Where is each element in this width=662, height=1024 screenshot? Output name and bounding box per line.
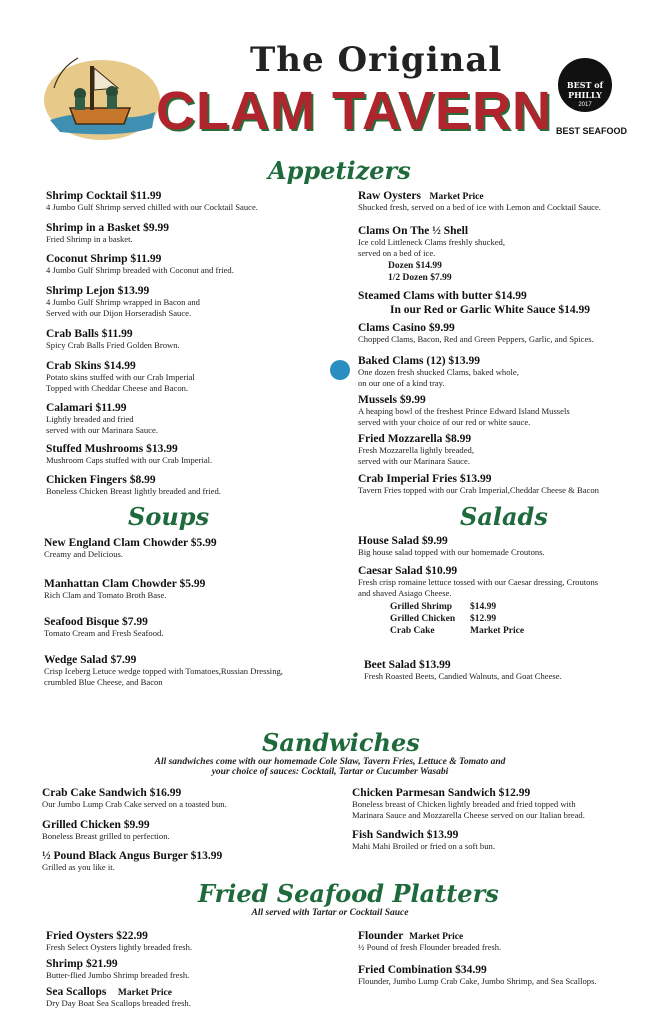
menu-item xyxy=(46,222,169,245)
menu-item xyxy=(46,360,195,394)
fried-oysters-item xyxy=(46,930,192,953)
item-name: Coconut Shrimp $11.99 xyxy=(46,253,162,265)
item-desc: Spicy Crab Balls Fried Golden Brown. xyxy=(46,340,180,350)
raw-oysters-item xyxy=(358,190,601,213)
item-desc: Fried Shrimp in a basket. xyxy=(46,234,133,244)
menu-item xyxy=(46,190,258,213)
baked-clams-item xyxy=(358,355,519,389)
item-desc: Tavern Fries topped with our Crab Imperial,Cheddar Cheese & Bacon xyxy=(358,485,599,495)
item-name: Caesar Salad $10.99 xyxy=(358,565,458,577)
clams-half-shell-item xyxy=(358,225,505,283)
menu-item xyxy=(46,285,200,319)
soups-title: Soups xyxy=(128,502,210,531)
addon-label: Grilled Chicken xyxy=(390,614,456,624)
addon-price: Market Price xyxy=(470,626,525,636)
item-price: Market Price xyxy=(429,192,484,202)
item-name: Shrimp in a Basket $9.99 xyxy=(46,222,170,234)
item-name: Fried Mozzarella $8.99 xyxy=(358,433,472,445)
menu-item xyxy=(44,654,283,688)
menu-item xyxy=(352,829,495,852)
item-desc: One dozen fresh shucked Clams, baked whole, on our one of a kind tray. xyxy=(358,367,519,388)
beet-salad-item xyxy=(364,659,562,682)
menu-item xyxy=(46,328,180,351)
item-desc: 4 Jumbo Gulf Shrimp breaded with Coconut and fried. xyxy=(46,265,234,275)
item-name: Fried Oysters $22.99 xyxy=(46,930,148,942)
item-name: Raw Oysters xyxy=(358,190,421,202)
item-desc: Butter-flied Jumbo Shrimp breaded fresh. xyxy=(46,970,190,980)
item-desc: Dry Day Boat Sea Scallops breaded fresh. xyxy=(46,998,191,1008)
badge-caption: BEST SEAFOOD xyxy=(556,126,628,136)
sandwiches-title: Sandwiches xyxy=(262,728,420,757)
item-desc: Mushroom Caps stuffed with our Crab Imperial. xyxy=(46,455,213,465)
item-desc: Rich Clam and Tomato Broth Base. xyxy=(44,590,167,600)
sandwiches-subtitle-line2: your choice of sauces: Cocktail, Tartar or Cucumber Wasabi xyxy=(211,767,449,777)
dozen-price: Dozen $14.99 xyxy=(388,261,442,271)
platters-subtitle: All served with Tartar or Cocktail Sauce xyxy=(251,908,409,918)
item-desc: Ice cold Littleneck Clams freshly shucked, served on a bed of ice. xyxy=(358,237,506,258)
item-name: Crab Skins $14.99 xyxy=(46,360,136,372)
item-name: Baked Clams (12) $13.99 xyxy=(358,355,481,367)
salad-addon xyxy=(390,602,598,612)
item-name: New England Clam Chowder $5.99 xyxy=(44,537,217,549)
sandwiches-subtitle-line1: All sandwiches come with our homemade Cole Slaw, Tavern Fries, Lettuce & Tomato and xyxy=(154,757,506,767)
menu-item xyxy=(352,787,585,821)
platters-title: Fried Seafood Platters xyxy=(198,879,499,908)
salads-title: Salads xyxy=(460,502,548,531)
salad-addon xyxy=(390,614,598,624)
item-desc: Our Jumbo Lump Crab Cake served on a toasted bun. xyxy=(42,799,227,809)
fried-combination-item xyxy=(358,964,597,987)
house-salad-item xyxy=(358,535,545,558)
menu-item xyxy=(46,443,212,466)
caesar-addons xyxy=(390,602,598,636)
menu-item xyxy=(46,474,221,497)
sandwiches-subtitle xyxy=(100,757,560,777)
menu-item xyxy=(44,578,205,601)
item-desc: Creamy and Delicious. xyxy=(44,549,123,559)
badge-line2: 2017 xyxy=(578,102,592,108)
item-name: Shrimp Lejon $13.99 xyxy=(46,285,150,297)
item-name: Crab Balls $11.99 xyxy=(46,328,133,340)
appetizers-title: Appetizers xyxy=(268,156,411,185)
item-price: Market Price xyxy=(117,988,172,998)
item-name: Crab Cake Sandwich $16.99 xyxy=(42,787,182,799)
crab-fries-item xyxy=(358,473,599,496)
item-desc: Lightly breaded and fried served with our Marinara Sauce. xyxy=(46,414,158,435)
item-desc: Grilled as you like it. xyxy=(42,862,115,872)
badge-line1: BEST of PHILLY xyxy=(566,80,604,100)
item-name: Clams Casino $9.99 xyxy=(358,322,455,334)
item-name: Sea Scallops xyxy=(46,986,107,998)
fried-mozzarella-item xyxy=(358,433,474,467)
item-desc: Boneless Breast grilled to perfection. xyxy=(42,831,170,841)
item-price: Market Price xyxy=(409,932,464,942)
item-name-line2: In our Red or Garlic White Sauce $14.99 xyxy=(390,304,590,316)
best-of-philly-badge xyxy=(558,58,612,112)
menu-item xyxy=(44,616,163,639)
item-name: Fried Combination $34.99 xyxy=(358,964,487,976)
item-name: ½ Pound Black Angus Burger $13.99 xyxy=(42,850,223,862)
fishermen-illustration xyxy=(40,28,160,148)
menu-item xyxy=(42,787,227,810)
item-desc: Mahi Mahi Broiled or fried on a soft bun. xyxy=(352,841,495,851)
item-name: Grilled Chicken $9.99 xyxy=(42,819,150,831)
caesar-salad-item xyxy=(358,565,598,636)
logo-title-line1: The Original xyxy=(250,40,503,80)
item-name: Chicken Parmesan Sandwich $12.99 xyxy=(352,787,531,799)
shrimp-platter-item xyxy=(46,958,189,981)
menu-item xyxy=(46,253,234,276)
item-desc: Crisp Iceberg Letuce wedge topped with Tomatoes,Russian Dressing, crumbled Blue Cheese, and Bacon xyxy=(44,666,283,687)
item-desc: Boneless breast of Chicken lightly breaded and fried topped with Marinara Sauce and Mozzarella Cheese served on our Italian bread. xyxy=(352,799,585,820)
menu-item xyxy=(42,850,222,873)
item-name: Beet Salad $13.99 xyxy=(364,659,451,671)
item-name: Crab Imperial Fries $13.99 xyxy=(358,473,492,485)
best-of-philly-icon xyxy=(330,360,350,380)
addon-label: Grilled Shrimp xyxy=(390,602,453,612)
addon-price: $12.99 xyxy=(470,614,497,624)
item-name: Clams On The ½ Shell xyxy=(358,225,469,237)
item-name: Wedge Salad $7.99 xyxy=(44,654,137,666)
item-desc: Tomato Cream and Fresh Seafood. xyxy=(44,628,164,638)
sea-scallops-item xyxy=(46,986,191,1009)
item-name: Steamed Clams with butter $14.99 xyxy=(358,290,527,302)
half-dozen-price: 1/2 Dozen $7.99 xyxy=(388,273,452,283)
item-desc: Chopped Clams, Bacon, Red and Green Peppers, Garlic, and Spices. xyxy=(358,334,594,344)
logo-title-line2: CLAM TAVERN xyxy=(156,81,552,141)
item-desc: A heaping bowl of the freshest Prince Edward Island Mussels served with your choice of our red or white sauce. xyxy=(358,406,570,427)
item-name: Chicken Fingers $8.99 xyxy=(46,474,156,486)
clams-casino-item xyxy=(358,322,594,345)
item-name: Manhattan Clam Chowder $5.99 xyxy=(44,578,206,590)
item-desc: Fresh Roasted Beets, Candied Walnuts, and Goat Cheese. xyxy=(364,671,562,681)
item-name: Flounder xyxy=(358,930,404,942)
menu-item xyxy=(44,537,217,560)
item-desc: Boneless Chicken Breast lightly breaded and fried. xyxy=(46,486,221,496)
item-name: Calamari $11.99 xyxy=(46,402,127,414)
item-desc: Big house salad topped with our homemade Croutons. xyxy=(358,547,545,557)
item-desc: Fresh crisp romaine lettuce tossed with our Caesar dressing, Croutons and shaved Asiago Cheese. xyxy=(358,577,599,598)
item-name: Shrimp Cocktail $11.99 xyxy=(46,190,162,202)
item-name: Fish Sandwich $13.99 xyxy=(352,829,459,841)
mussels-item xyxy=(358,394,570,428)
item-name: Mussels $9.99 xyxy=(358,394,426,406)
flounder-item xyxy=(358,930,501,953)
item-desc: ½ Pound of fresh Flounder breaded fresh. xyxy=(358,942,502,952)
item-desc: 4 Jumbo Gulf Shrimp wrapped in Bacon and Served with our Dijon Horseradish Sauce. xyxy=(46,297,200,318)
item-name: House Salad $9.99 xyxy=(358,535,448,547)
addon-price: $14.99 xyxy=(470,602,497,612)
item-desc: Fresh Mozzarella lightly breaded, served with our Marinara Sauce. xyxy=(358,445,474,466)
item-name: Shrimp $21.99 xyxy=(46,958,118,970)
menu-item xyxy=(46,402,158,436)
item-desc: Shucked fresh, served on a bed of ice with Lemon and Cocktail Sauce. xyxy=(358,202,601,212)
menu-item xyxy=(42,819,170,842)
item-desc: 4 Jumbo Gulf Shrimp served chilled with our Cocktail Sauce. xyxy=(46,202,258,212)
steamed-clams-item xyxy=(358,290,590,316)
item-name: Stuffed Mushrooms $13.99 xyxy=(46,443,178,455)
item-desc: Potato skins stuffed with our Crab Imperial Topped with Cheddar Cheese and Bacon. xyxy=(46,372,195,393)
item-desc: Flounder, Jumbo Lump Crab Cake, Jumbo Shrimp, and Sea Scallops. xyxy=(358,976,597,986)
salad-addon xyxy=(390,626,598,636)
item-desc: Fresh Select Oysters lightly breaded fresh. xyxy=(46,942,193,952)
addon-label: Crab Cake xyxy=(390,626,435,636)
item-name: Seafood Bisque $7.99 xyxy=(44,616,148,628)
